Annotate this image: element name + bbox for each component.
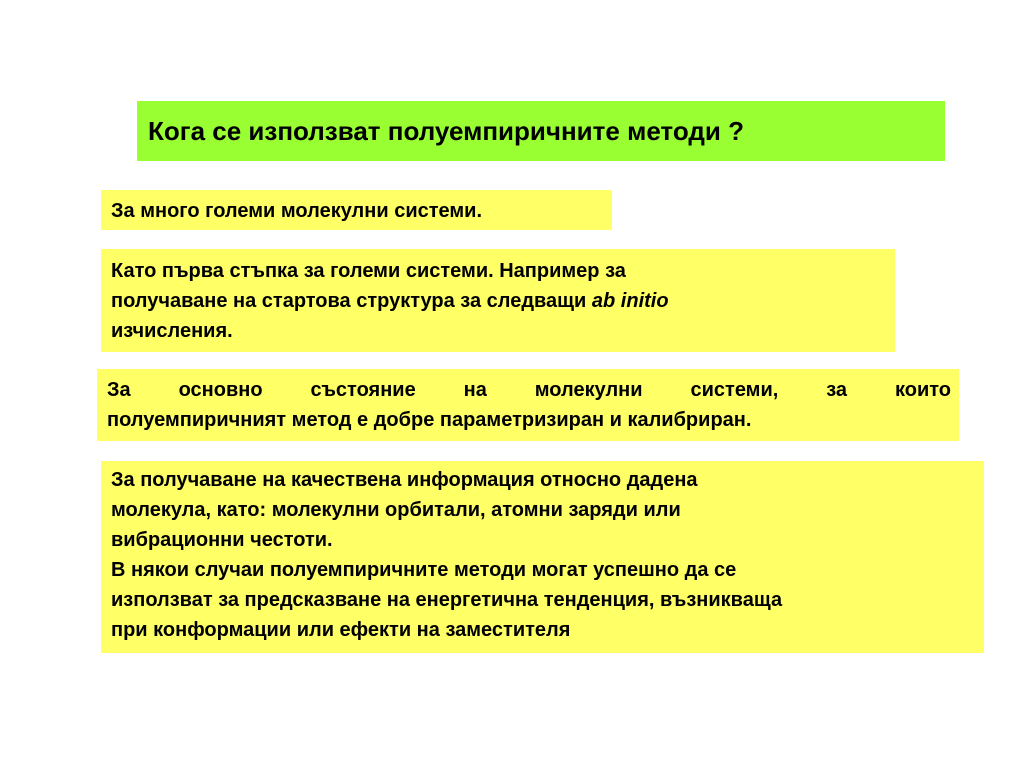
point-qualitative-info-line-1: За получаване на качествена информация относно дадена [111,469,698,491]
point-qualitative-info-line-4: В някои случаи полуемпиричните методи могат успешно да се [111,559,737,581]
point-qualitative-info-line-3: вибрационни честоти. [111,529,333,551]
point-first-step-line-3: изчисления. [111,320,233,342]
point-large-systems-text: За много големи молекулни системи. [111,200,483,222]
point-ground-state-line-1: За основно състояние на молекулни системи, за които [107,379,951,401]
point-qualitative-info-line-2: молекула, като: молекулни орбитали, атомни заряди или [111,499,681,521]
point-first-step-line-2-text: получаване на стартова структура за следващи [111,290,592,312]
point-first-step-line-1: Като първа стъпка за големи системи. Например за [111,260,626,282]
point-ground-state-line-2: полуемпиричният метод е добре параметризиран и калибриран. [107,409,752,431]
point-ground-state [97,369,959,441]
title-box [137,101,945,161]
point-qualitative-info-line-6: при конформации или ефекти на заместителя [111,619,571,641]
ab-initio-term: ab initio [591,290,669,312]
point-first-step-line-2 [111,286,887,316]
point-large-systems [101,190,612,230]
point-qualitative-info [101,461,984,653]
point-qualitative-info-line-5: използват за предсказване на енергетична тенденция, възникваща [111,589,783,611]
slide-title: Кога се използват полуемпиричните методи ? [148,115,744,146]
point-first-step [101,249,895,352]
